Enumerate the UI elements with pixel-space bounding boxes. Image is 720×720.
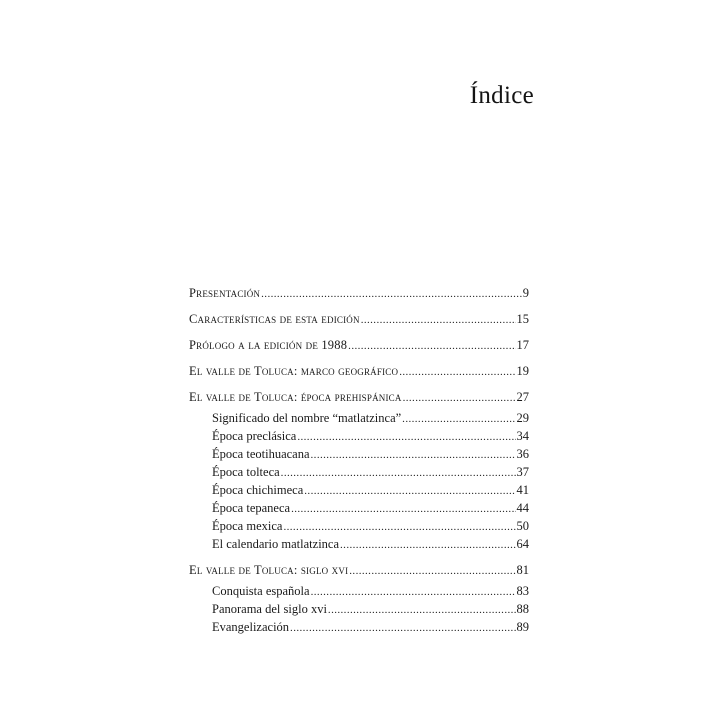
toc-entry-title: Época teotihuacana bbox=[212, 447, 310, 461]
toc-entry bbox=[189, 445, 529, 463]
toc-entry-page-number: 9 bbox=[522, 286, 529, 300]
toc-entry-title: Prólogo a la edición de 1988 bbox=[189, 338, 348, 352]
toc-entry-page-number: 27 bbox=[516, 390, 529, 404]
toc-entry bbox=[189, 535, 529, 553]
toc-dot-leader bbox=[297, 428, 515, 446]
table-of-contents bbox=[189, 284, 529, 636]
toc-entry bbox=[189, 463, 529, 481]
toc-dot-leader bbox=[281, 464, 516, 482]
toc-entry bbox=[189, 618, 529, 636]
toc-dot-leader bbox=[291, 500, 515, 518]
toc-entry-title: El valle de Toluca: marco geográfico bbox=[189, 364, 399, 378]
toc-entry bbox=[189, 336, 529, 354]
toc-entry-page-number: 89 bbox=[516, 620, 529, 634]
toc-dot-leader bbox=[348, 337, 515, 355]
toc-entry-page-number: 19 bbox=[516, 364, 529, 378]
toc-entry-page-number: 17 bbox=[516, 338, 529, 352]
toc-dot-leader bbox=[403, 389, 516, 407]
toc-entry-page-number: 15 bbox=[516, 312, 529, 326]
toc-dot-leader bbox=[311, 583, 516, 601]
toc-entry-page-number: 44 bbox=[516, 501, 529, 515]
toc-entry-title: Época chichimeca bbox=[212, 483, 304, 497]
toc-entry bbox=[189, 284, 529, 302]
toc-entry-page-number: 36 bbox=[516, 447, 529, 461]
toc-dot-leader bbox=[340, 536, 515, 554]
toc-entry-title: Conquista española bbox=[212, 584, 310, 598]
toc-entry bbox=[189, 499, 529, 517]
toc-entry-page-number: 29 bbox=[516, 411, 529, 425]
toc-entry bbox=[189, 388, 529, 406]
toc-dot-leader bbox=[290, 619, 515, 637]
toc-entry bbox=[189, 561, 529, 579]
toc-dot-leader bbox=[402, 410, 515, 428]
toc-entry-page-number: 88 bbox=[516, 602, 529, 616]
toc-entry-page-number: 81 bbox=[516, 563, 529, 577]
toc-dot-leader bbox=[311, 446, 516, 464]
toc-entry bbox=[189, 409, 529, 427]
toc-entry bbox=[189, 481, 529, 499]
toc-entry-page-number: 64 bbox=[516, 537, 529, 551]
toc-entry-title: Época tolteca bbox=[212, 465, 280, 479]
toc-dot-leader bbox=[261, 285, 522, 303]
page-title: Índice bbox=[469, 82, 534, 109]
toc-entry-title: Características de esta edición bbox=[189, 312, 360, 326]
toc-entry-title: El calendario matlatzinca bbox=[212, 537, 340, 551]
toc-dot-leader bbox=[283, 518, 515, 536]
toc-entry bbox=[189, 600, 529, 618]
toc-dot-leader bbox=[361, 311, 516, 329]
toc-entry-page-number: 50 bbox=[516, 519, 529, 533]
toc-entry-title: Panorama del siglo xvi bbox=[212, 602, 327, 616]
toc-entry-title: Época tepaneca bbox=[212, 501, 291, 515]
toc-entry-title: Significado del nombre “matlatzinca” bbox=[212, 411, 402, 425]
toc-entry-page-number: 34 bbox=[516, 429, 529, 443]
toc-entry bbox=[189, 310, 529, 328]
toc-dot-leader bbox=[304, 482, 515, 500]
toc-entry-title: El valle de Toluca: siglo xvi bbox=[189, 563, 349, 577]
toc-entry-title: El valle de Toluca: época prehispánica bbox=[189, 390, 402, 404]
toc-entry-title: Evangelización bbox=[212, 620, 290, 634]
toc-entry-title: Época mexica bbox=[212, 519, 283, 533]
toc-entry bbox=[189, 427, 529, 445]
toc-entry bbox=[189, 517, 529, 535]
toc-dot-leader bbox=[328, 601, 516, 619]
toc-entry bbox=[189, 362, 529, 380]
toc-entry bbox=[189, 582, 529, 600]
toc-dot-leader bbox=[349, 562, 515, 580]
toc-entry-page-number: 41 bbox=[516, 483, 529, 497]
toc-entry-title: Presentación bbox=[189, 286, 261, 300]
toc-dot-leader bbox=[399, 363, 515, 381]
toc-entry-page-number: 83 bbox=[516, 584, 529, 598]
toc-entry-title: Época preclásica bbox=[212, 429, 297, 443]
toc-entry-page-number: 37 bbox=[516, 465, 529, 479]
